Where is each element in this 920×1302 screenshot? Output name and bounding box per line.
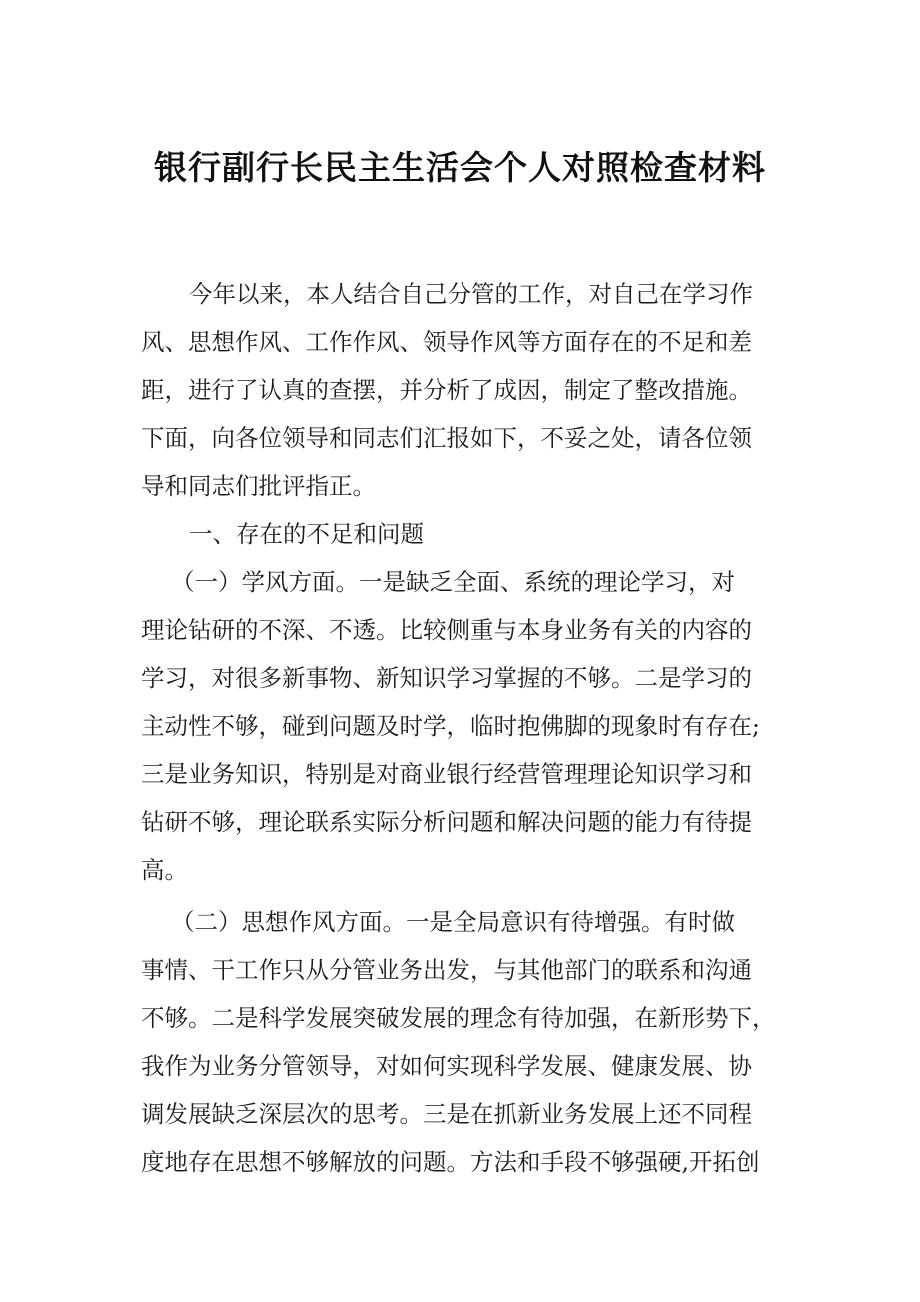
paragraph-line: 高。 [141, 856, 188, 884]
paragraph-line: 度地存在思想不够解放的问题。方法和手段不够强硬,开拓创 [141, 1148, 760, 1176]
paragraph-line: 理论钻研的不深、不透。比较侧重与本身业务有关的内容的 [141, 616, 752, 644]
paragraph-line: 今年以来，本人结合自己分管的工作，对自己在学习作 [189, 280, 753, 308]
paragraph-line: 导和同志们批评指正。 [141, 472, 376, 500]
document-title: 银行副行长民主生活会个人对照检查材料 [154, 148, 766, 187]
paragraph-line: 距，进行了认真的查摆，并分析了成因，制定了整改措施。 [141, 376, 752, 404]
paragraph-line: 调发展缺乏深层次的思考。三是在抓新业务发展上还不同程 [141, 1100, 752, 1128]
paragraph-line: 事情、干工作只从分管业务出发，与其他部门的联系和沟通 [141, 956, 752, 984]
section-heading: 一、存在的不足和问题 [189, 520, 424, 548]
paragraph-line: （二）思想作风方面。一是全局意识有待增强。有时做 [171, 908, 735, 936]
paragraph-line: 学习，对很多新事物、新知识学习掌握的不够。二是学习的 [141, 664, 752, 692]
paragraph-line: 钻研不够，理论联系实际分析问题和解决问题的能力有待提 [141, 808, 752, 836]
paragraph-line: 三是业务知识，特别是对商业银行经营管理理论知识学习和 [141, 760, 752, 788]
paragraph-line: （一）学风方面。一是缺乏全面、系统的理论学习，对 [171, 568, 735, 596]
paragraph-line: 下面，向各位领导和同志们汇报如下，不妥之处，请各位领 [141, 424, 752, 452]
paragraph-line: 我作为业务分管领导，对如何实现科学发展、健康发展、协 [141, 1052, 752, 1080]
paragraph-line: 不够。二是科学发展突破发展的理念有待加强，在新形势下， [141, 1004, 776, 1032]
paragraph-line: 主动性不够，碰到问题及时学，临时抱佛脚的现象时有存在; [141, 712, 760, 740]
paragraph-line: 风、思想作风、工作作风、领导作风等方面存在的不足和差 [141, 328, 752, 356]
